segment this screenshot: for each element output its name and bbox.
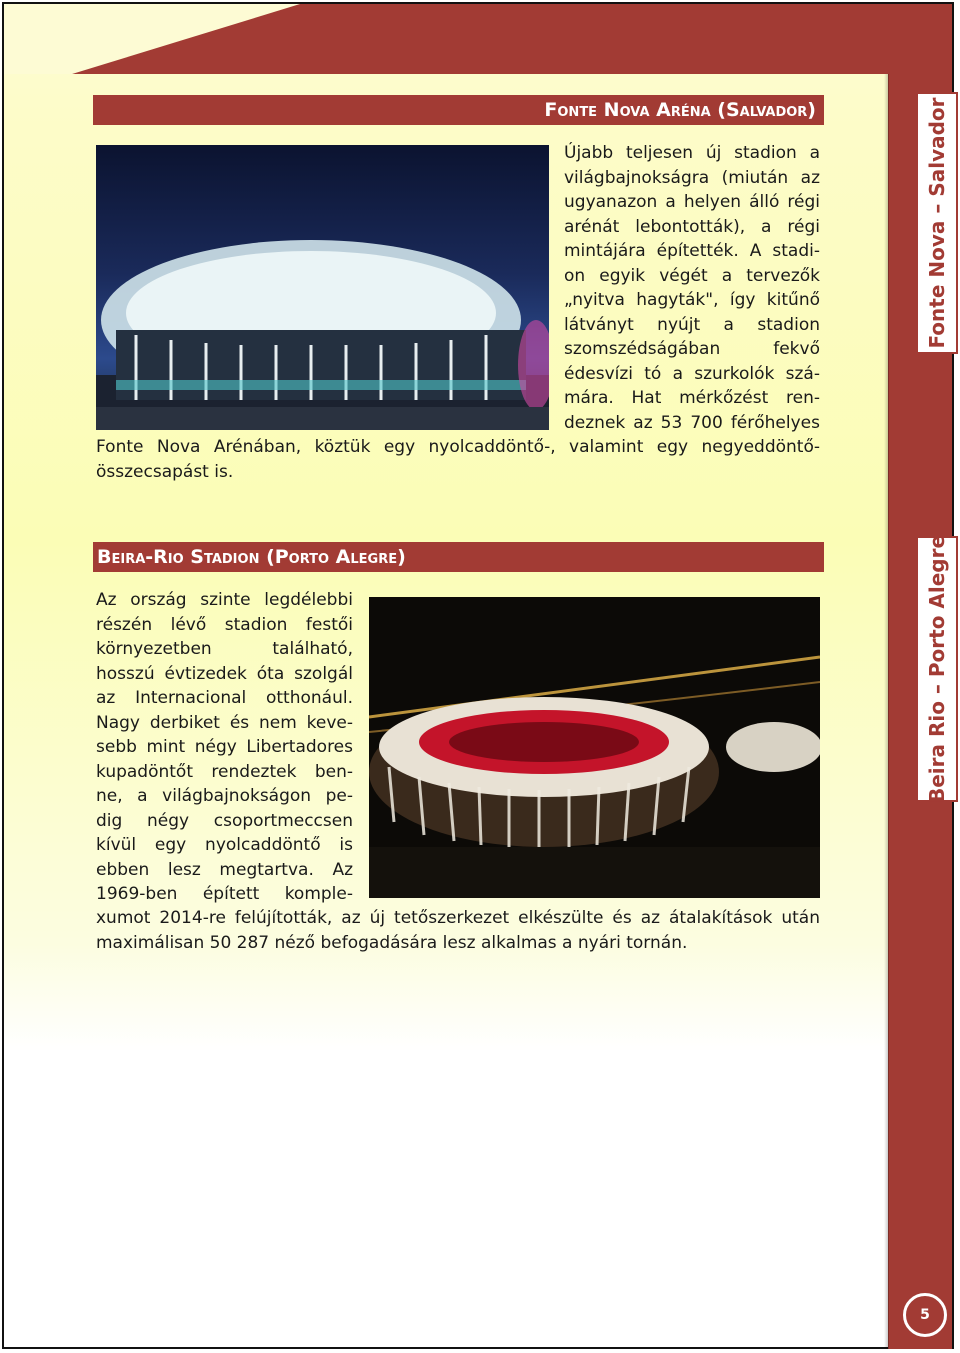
beira-rio-illustration	[369, 597, 820, 898]
text-line: mára. Hat mérkőzést ren-	[564, 388, 820, 408]
text-line: Újabb teljesen új stadion a	[564, 143, 820, 163]
side-tab-beira-rio	[916, 536, 958, 802]
text-line: édesvízi tó a szurkolók szá-	[564, 363, 820, 384]
section-heading-beira-rio: Beira-Rio Stadion (Porto Alegre)	[93, 542, 824, 572]
fonte-nova-illustration	[96, 145, 549, 430]
side-tab-label: Fonte Nova – Salvador	[925, 97, 949, 349]
beira-rio-paragraph-tail	[96, 906, 820, 955]
text-line: hosszú évtizedek óta szolgál	[96, 663, 353, 684]
page-number: 5	[920, 1307, 930, 1323]
text-line: látványt nyújt a stadion	[564, 314, 820, 335]
side-tab-label: Beira Rio – Porto Alegre	[925, 534, 949, 804]
text-line: Az ország szinte legdélebbi	[96, 590, 353, 610]
page-number-badge	[903, 1293, 947, 1337]
text-line: on egyik végét a tervezők	[564, 265, 820, 286]
text-line: környezetben található,	[96, 639, 353, 659]
text-line: 1969-ben épített komple-	[96, 884, 353, 904]
text-line: részén lévő stadion festői	[96, 614, 353, 635]
text-line: arénát lebontották), a régi	[564, 216, 820, 237]
text-line: szomszédságában fekvő	[564, 339, 820, 359]
fonte-nova-paragraph-tail	[96, 435, 820, 484]
text-line: világbajnokságra (miután az	[564, 167, 820, 188]
content-shadow	[884, 74, 889, 1349]
text-line: maximálisan 50 287 néző befogadására lesz alkalmas a nyári tornán.	[96, 932, 688, 953]
text-line: mintájára építették. A stadi-	[564, 241, 820, 261]
text-line: ugyanazon a helyen álló régi	[564, 192, 820, 212]
text-line: xumot 2014-re felújították, az új tetőszerkezet elkészülte és az átalakítások után	[96, 908, 820, 928]
text-line: ne, a világbajnokságon pe-	[96, 786, 353, 806]
text-line: Nagy derbiket és nem keve-	[96, 712, 353, 733]
text-line: Fonte Nova Arénában, köztük egy nyolcaddöntő-, valamint egy negyeddöntő-	[96, 437, 820, 457]
text-line: deznek az 53 700 férőhelyes	[564, 412, 820, 433]
text-line: kupadöntőt rendeztek ben-	[96, 761, 353, 782]
text-line: az Internacional otthonául.	[96, 688, 353, 708]
text-line: összecsapást is.	[96, 461, 234, 482]
text-line: ebben lesz megtartva. Az	[96, 859, 353, 880]
side-tab-fonte-nova	[916, 92, 958, 354]
text-line: „nyitva hagyták", így kitűnő	[564, 290, 820, 310]
fonte-nova-paragraph	[564, 141, 820, 435]
stadium-photo-fonte-nova	[96, 145, 549, 430]
stadium-photo-beira-rio	[369, 597, 820, 898]
text-line: dig négy csoportmeccsen	[96, 810, 353, 831]
text-line: kívül egy nyolcaddöntő is	[96, 835, 353, 855]
text-line: sebb mint négy Libertadores	[96, 737, 353, 757]
section-heading-fonte-nova: Fonte Nova Aréna (Salvador)	[93, 95, 824, 125]
beira-rio-paragraph	[96, 588, 353, 907]
